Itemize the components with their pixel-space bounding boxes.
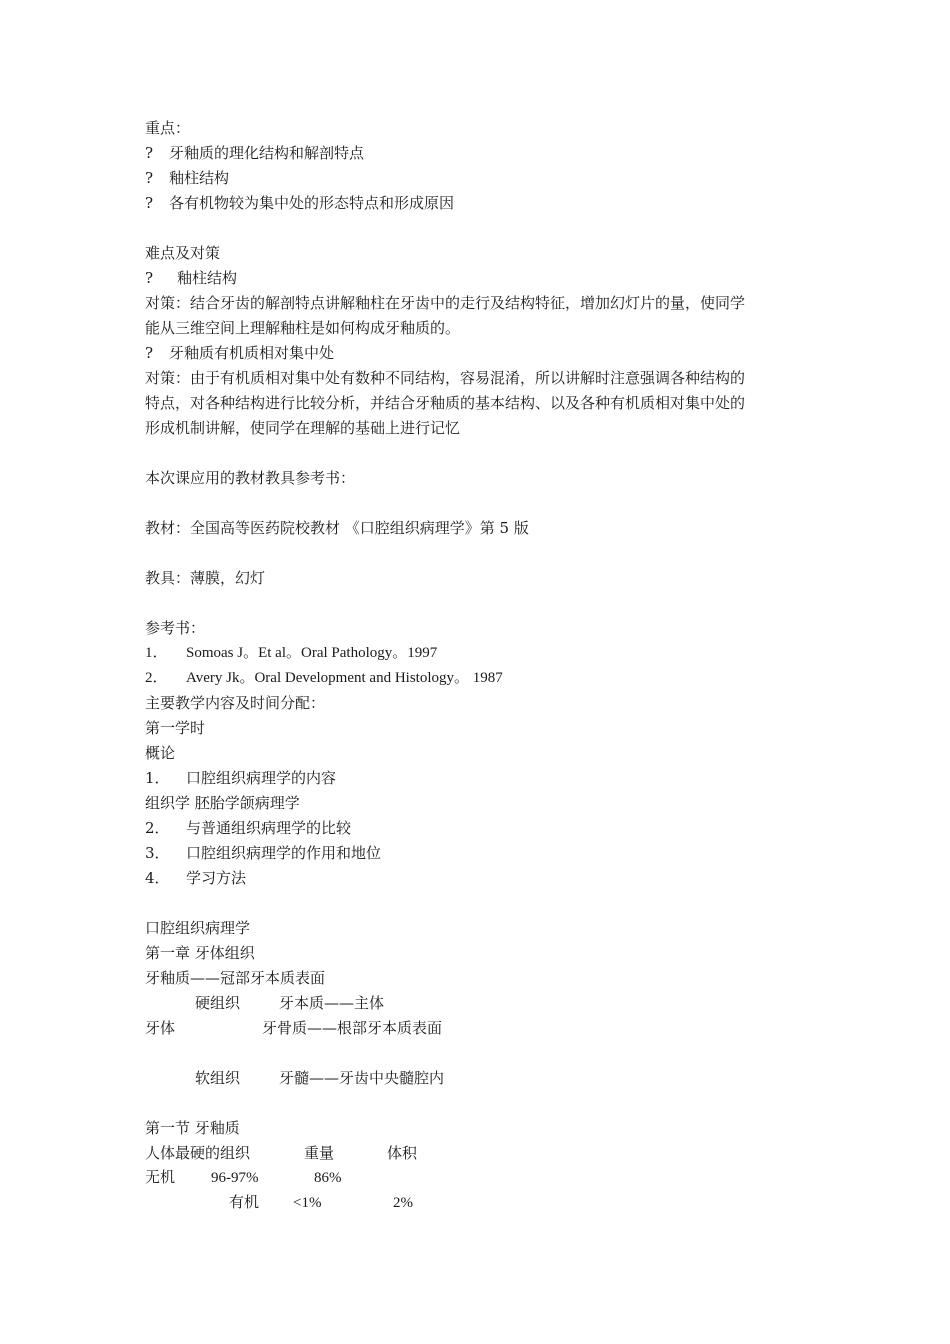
volume-value: 86% (314, 1170, 342, 1186)
soft-tissue-label: 软组织 (195, 1069, 241, 1087)
tools-line: 教具：薄膜，幻灯 (145, 569, 266, 587)
schedule-item: 2． 与普通组织病理学的比较 (145, 819, 352, 837)
document-page (145, 116, 815, 1216)
hour-label: 第一学时 (145, 719, 206, 737)
materials-heading: 本次课应用的教材教具参考书： (145, 469, 356, 487)
key-points-heading: 重点： (145, 119, 191, 137)
strategy-text: 形成机制讲解，使同学在理解的基础上进行记忆 (145, 419, 461, 437)
references-heading: 参考书： (145, 619, 206, 637)
schedule-subline: 组织学 胚胎学颌病理学 (145, 794, 300, 812)
hard-tissue-line (145, 991, 815, 1016)
tooth-label: 牙体 (145, 1019, 176, 1037)
dentin-label: 牙本质——主体 (279, 994, 385, 1012)
strategy-text: 能从三维空间上理解釉柱是如何构成牙釉质的。 (145, 319, 461, 337)
row-label: 无机 (145, 1170, 176, 1186)
difficulty-item: ? 牙釉质有机质相对集中处 (145, 341, 815, 366)
weight-value: 96-97% (211, 1170, 259, 1186)
strategy-text: 对策：由于有机质相对集中处有数种不同结构，容易混淆，所以讲解时注意强调各种结构的 (145, 369, 746, 387)
strategy-text: 对策：结合牙齿的解剖特点讲解釉柱在牙齿中的走行及结构特征，增加幻灯片的量，使同学 (145, 294, 746, 312)
course-title: 口腔组织病理学 (145, 919, 251, 937)
schedule-item: 3． 口腔组织病理学的作用和地位 (145, 844, 382, 862)
volume-header: 体积 (387, 1144, 418, 1162)
schedule-item: 4． 学习方法 (145, 869, 247, 887)
composition-row (145, 1166, 815, 1191)
weight-header: 重量 (304, 1144, 335, 1162)
cementum-label: 牙骨质——根部牙本质表面 (262, 1019, 443, 1037)
difficulties-heading: 难点及对策 (145, 244, 221, 262)
section-title: 第一节 牙釉质 (145, 1119, 240, 1137)
schedule-heading: 主要教学内容及时间分配： (145, 694, 326, 712)
reference-item: 1． Somoas J。Et al。Oral Pathology。1997 (145, 645, 438, 661)
bullet-mark: ? (145, 269, 154, 287)
bullet-mark: ? (145, 144, 154, 162)
intro-label: 概论 (145, 744, 176, 762)
key-point-item: ? 釉柱结构 (145, 166, 815, 191)
composition-header (145, 1141, 815, 1166)
composition-row (145, 1191, 815, 1216)
soft-tissue-line (145, 1066, 815, 1091)
difficulty-item: ? 釉柱结构 (145, 266, 815, 291)
bullet-mark: ? (145, 194, 154, 212)
strategy-text: 特点，对各种结构进行比较分析，并结合牙釉质的基本结构、以及各种有机质相对集中处的 (145, 394, 746, 412)
chapter-title: 第一章 牙体组织 (145, 944, 255, 962)
row-label: 有机 (229, 1195, 260, 1211)
pulp-label: 牙髓——牙齿中央髓腔内 (279, 1069, 445, 1087)
tooth-line (145, 1016, 815, 1041)
hard-tissue-label: 硬组织 (195, 994, 241, 1012)
enamel-line: 牙釉质——冠部牙本质表面 (145, 969, 326, 987)
volume-value: 2% (393, 1195, 413, 1211)
key-point-item: ? 各有机物较为集中处的形态特点和形成原因 (145, 191, 815, 216)
key-point-item: ? 牙釉质的理化结构和解剖特点 (145, 141, 815, 166)
composition-label: 人体最硬的组织 (145, 1144, 251, 1162)
weight-value: <1% (293, 1195, 322, 1211)
bullet-mark: ? (145, 344, 154, 362)
textbook-line: 教材：全国高等医药院校教材 《口腔组织病理学》第 5 版 (145, 519, 529, 537)
schedule-item: 1． 口腔组织病理学的内容 (145, 769, 337, 787)
bullet-mark: ? (145, 169, 154, 187)
reference-item: 2． Avery Jk。Oral Development and Histology。 1987 (145, 670, 503, 686)
